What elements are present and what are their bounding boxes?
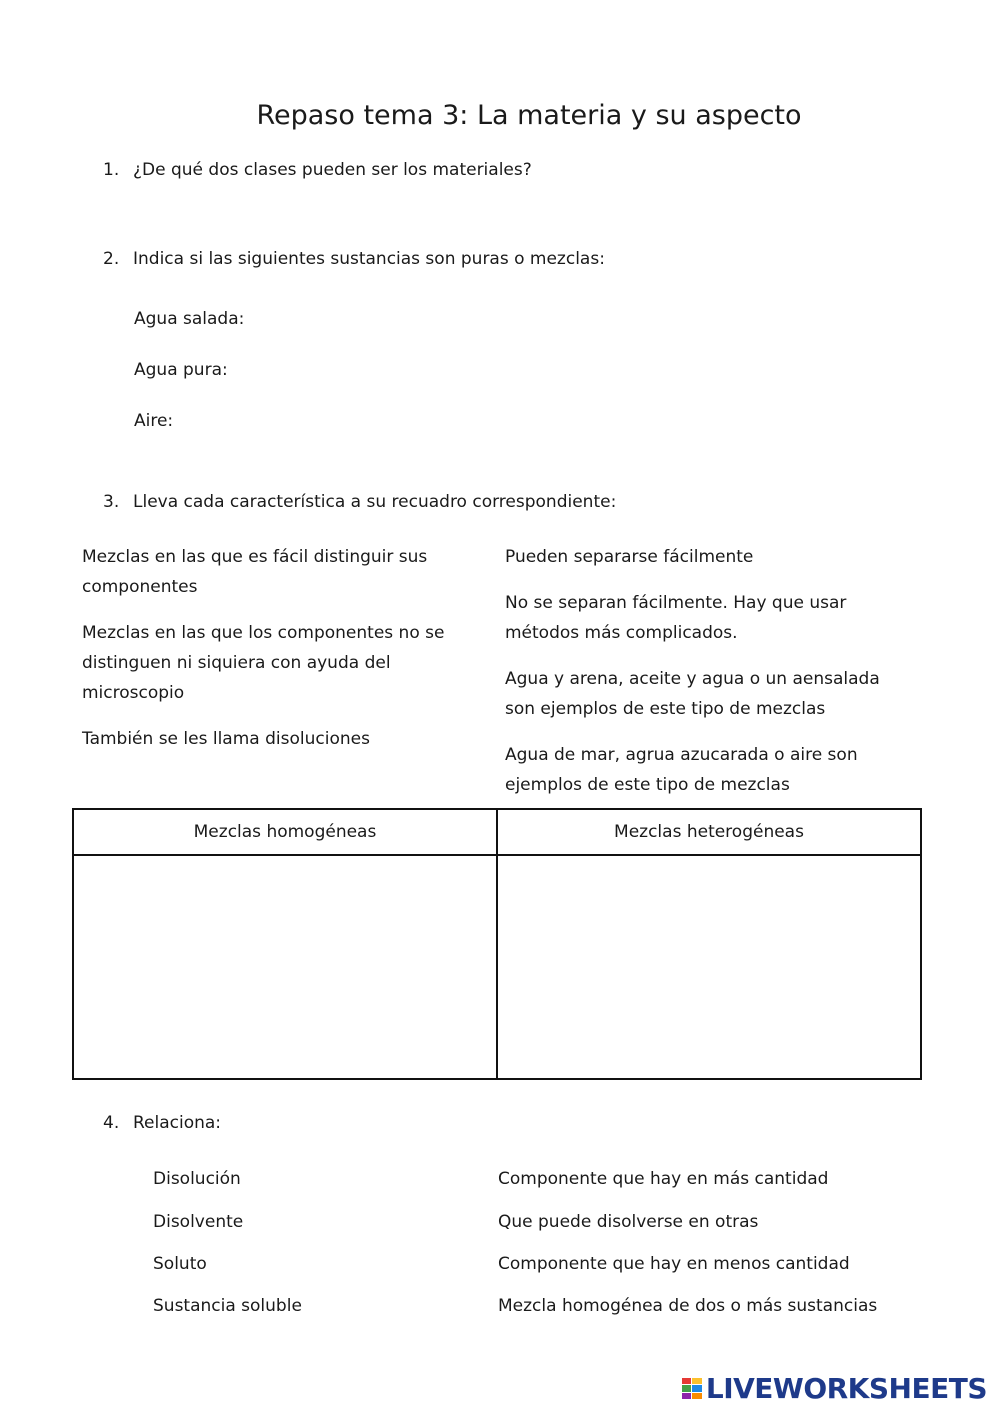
question-number: 1. [103, 160, 120, 180]
match-term[interactable]: Sustancia soluble [153, 1296, 302, 1316]
match-definition[interactable]: Componente que hay en menos cantidad [498, 1254, 850, 1274]
liveworksheets-logo [682, 1372, 987, 1405]
drag-card[interactable]: Mezclas en las que los componentes no se distinguen ni siquiera con ayuda del microscopio [82, 623, 445, 703]
drop-zone-heterogeneous[interactable] [497, 855, 921, 1079]
column-header-heterogeneous: Mezclas heterogéneas [497, 809, 921, 855]
drag-card[interactable]: Agua y arena, aceite y agua o un aensalada son ejemplos de este tipo de mezclas [505, 669, 880, 719]
match-definition[interactable]: Componente que hay en más cantidad [498, 1169, 829, 1189]
column-header-homogeneous: Mezclas homogéneas [73, 809, 497, 855]
drag-card[interactable]: No se separan fácilmente. Hay que usar métodos más complicados. [505, 593, 847, 643]
sorting-table [72, 808, 922, 1080]
question-3 [103, 492, 616, 512]
question-number: 2. [103, 249, 120, 269]
match-term[interactable]: Disolvente [153, 1212, 244, 1232]
question-4 [103, 1113, 221, 1133]
drag-card[interactable]: Pueden separarse fácilmente [505, 547, 754, 567]
question-text: Indica si las siguientes sustancias son puras o mezclas: [133, 249, 605, 269]
logo-text: LIVEWORKSHEETS [705, 1372, 987, 1405]
substance-label-salt-water: Agua salada: [134, 309, 245, 329]
question-number: 3. [103, 492, 120, 512]
question-text: Relaciona: [133, 1113, 222, 1133]
match-term[interactable]: Soluto [153, 1254, 207, 1274]
liveworksheets-logo-icon [682, 1378, 702, 1400]
match-term[interactable]: Disolución [153, 1169, 241, 1189]
question-number: 4. [103, 1113, 120, 1133]
match-definition[interactable]: Mezcla homogénea de dos o más sustancias [498, 1296, 878, 1316]
question-text: Lleva cada característica a su recuadro correspondiente: [133, 492, 617, 512]
drag-card[interactable]: También se les llama disoluciones [82, 729, 370, 749]
question-text: ¿De qué dos clases pueden ser los materiales? [133, 160, 532, 180]
question-2 [103, 249, 605, 269]
drag-card[interactable]: Agua de mar, agrua azucarada o aire son ejemplos de este tipo de mezclas [505, 745, 858, 795]
match-definition[interactable]: Que puede disolverse en otras [498, 1212, 759, 1232]
substance-label-pure-water: Agua pura: [134, 360, 228, 380]
page-title: Repaso tema 3: La materia y su aspecto [256, 100, 802, 131]
question-1 [103, 160, 532, 180]
drag-card[interactable]: Mezclas en las que es fácil distinguir sus componentes [82, 547, 428, 597]
drop-zone-homogeneous[interactable] [73, 855, 497, 1079]
substance-label-air: Aire: [134, 411, 174, 431]
